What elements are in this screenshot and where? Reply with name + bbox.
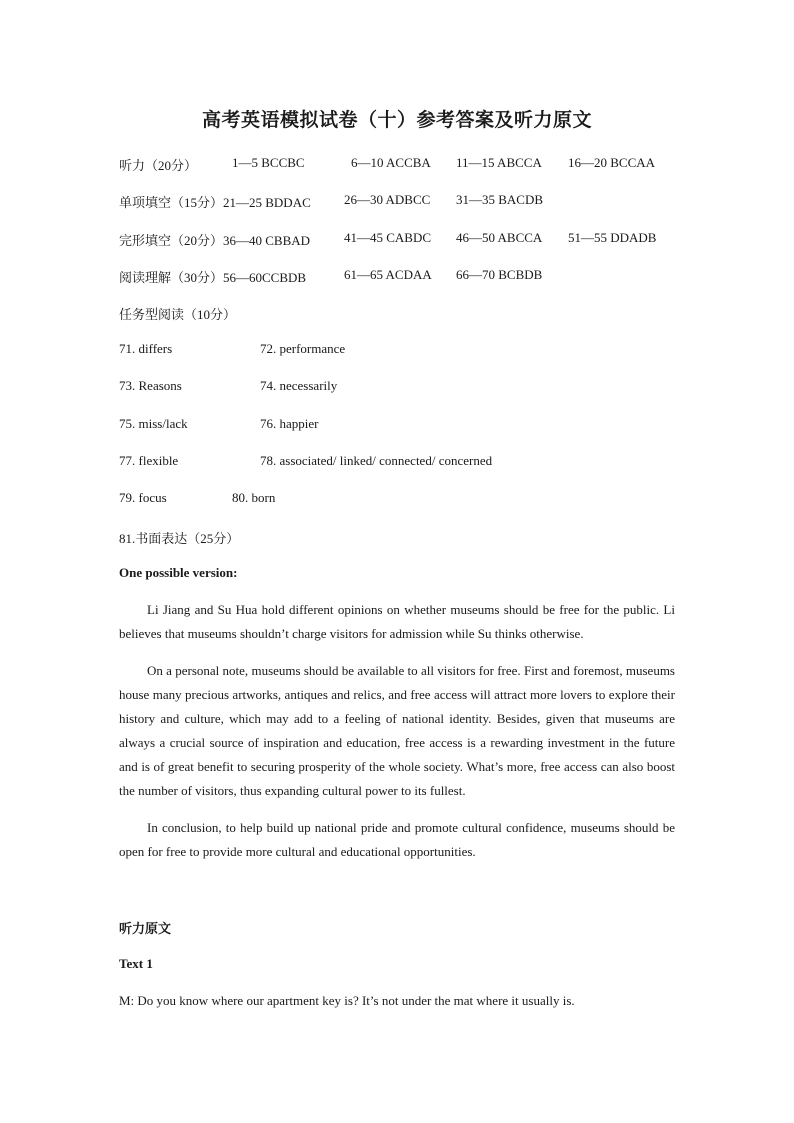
transcript-line: M: Do you know where our apartment key is? It’s not under the mat where it usually is.: [119, 993, 575, 1008]
task-answer: 71. differs: [119, 341, 173, 356]
answer-group: 61—65 ACDAA: [344, 267, 432, 282]
essay-heading: One possible version:: [119, 565, 238, 580]
answer-group: 46—50 ABCCA: [456, 230, 543, 245]
task-answer: 79. focus: [119, 490, 167, 505]
essay-paragraph: On a personal note, museums should be available to all visitors for free. First and foremost, museums house many precious artworks, antiques and relics, and free access will attract more lovers to explore their history and culture, which may add to a feeling of national identity. Besides, given that museums are always a crucial source of inspiration and education, free access is a rewarding investment in the future and is of great benefit to securing prosperity of the whole society. What’s more, free access can also boost the number of visitors, thus expanding cultural power to its fullest.: [119, 663, 675, 798]
transcript-heading: 听力原文: [119, 921, 172, 936]
listening-label: 听力（20分）: [119, 158, 198, 173]
task-answer: 74. necessarily: [260, 378, 338, 393]
task-answer: 75. miss/lack: [119, 416, 188, 431]
page-title: 高考英语模拟试卷（十）参考答案及听力原文: [201, 110, 592, 131]
answer-group: 11—15 ABCCA: [456, 155, 542, 170]
answer-group: 41—45 CABDC: [344, 230, 432, 245]
essay-paragraph: Li Jiang and Su Hua hold different opinions on whether museums should be free for the public. Li believes that museums shouldn’t charge visitors for admission while Su thinks otherwise.: [119, 602, 675, 641]
task-answer: 80. born: [232, 490, 276, 505]
answer-group: 6—10 ACCBA: [351, 155, 431, 170]
text-label: Text 1: [119, 956, 153, 971]
task-answer: 76. happier: [260, 416, 319, 431]
essay-paragraph: In conclusion, to help build up national pride and promote cultural confidence, museums should be open for free to provide more cultural and educational opportunities.: [119, 820, 675, 859]
task-reading-label: 任务型阅读（10分）: [119, 307, 237, 322]
writing-label: 81.书面表达（25分）: [119, 531, 240, 546]
answer-group: 26—30 ADBCC: [344, 192, 431, 207]
task-answer: 72. performance: [260, 341, 346, 356]
task-answer: 77. flexible: [119, 453, 179, 468]
answer-group: 1—5 BCCBC: [232, 155, 305, 170]
reading-label: 阅读理解（30分）56—60CCBDB: [119, 270, 307, 285]
cloze-label: 完形填空（20分）36—40 CBBAD: [119, 233, 311, 248]
single-choice-label: 单项填空（15分）21—25 BDDAC: [119, 195, 311, 210]
answer-group: 31—35 BACDB: [456, 192, 544, 207]
answer-group: 51—55 DDADB: [568, 230, 657, 245]
answer-group: 16—20 BCCAA: [568, 155, 656, 170]
task-answer: 73. Reasons: [119, 378, 182, 393]
task-answer: 78. associated/ linked/ connected/ concerned: [260, 453, 493, 468]
answer-group: 66—70 BCBDB: [456, 267, 543, 282]
